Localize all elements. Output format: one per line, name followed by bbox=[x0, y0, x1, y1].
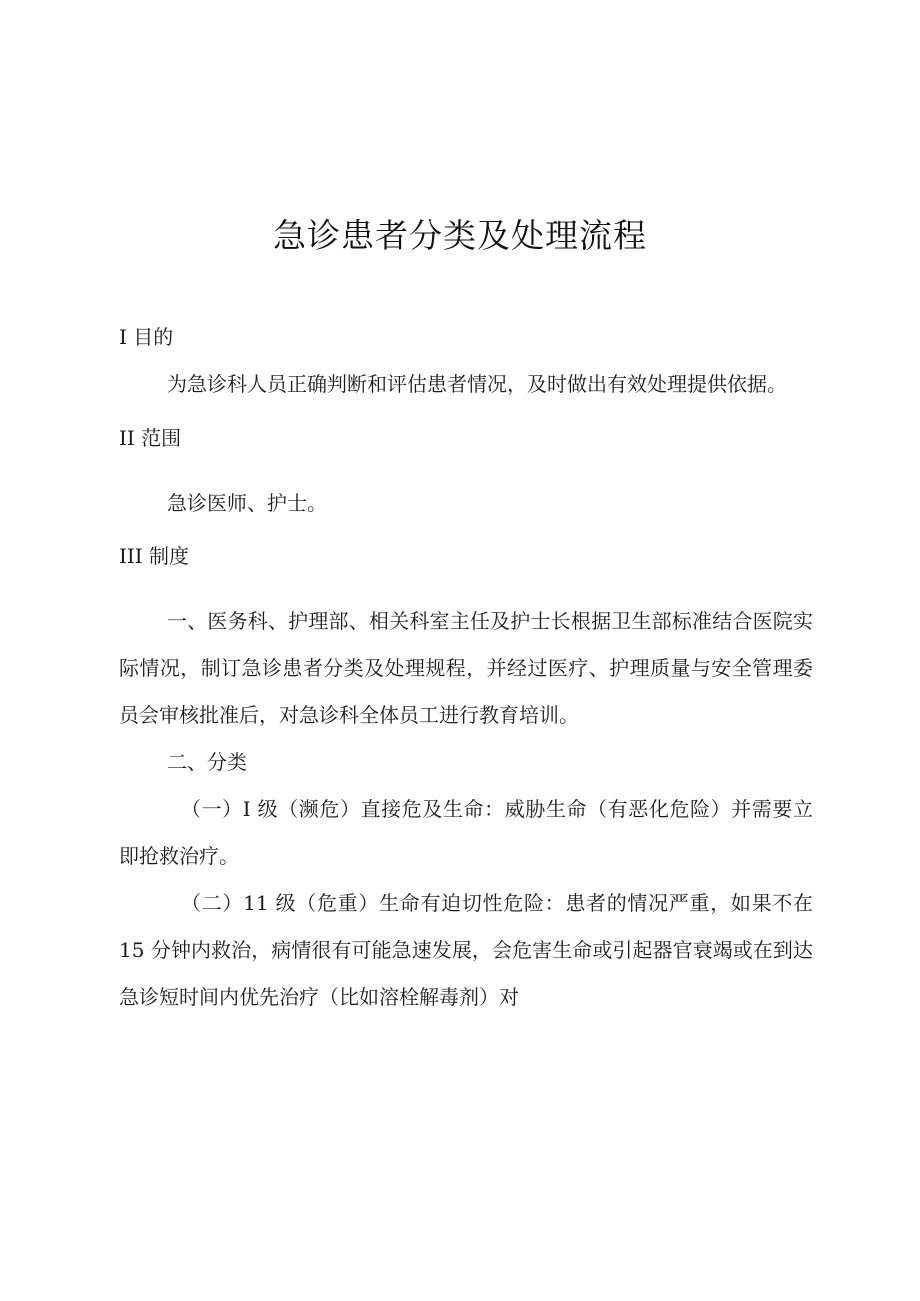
classification-heading: 二、分类 bbox=[167, 750, 247, 774]
classification-level-1: （一）I 级（濒危）直接危及生命：威胁生命（有恶化危险）并需要立即抢救治疗。 bbox=[119, 797, 813, 868]
document-title: 急诊患者分类及处理流程 bbox=[273, 216, 647, 255]
policy-paragraph-1: 一、医务科、护理部、相关科室主任及护士长根据卫生部标准结合医院实际情况，制订急诊患者分类及处理规程，并经过医疗、护理质量与安全管理委员会审核批准后，对急诊科全体员工进行教育培训。 bbox=[119, 609, 813, 727]
section-heading-scope: II 范围 bbox=[119, 426, 182, 450]
section-heading-policy: III 制度 bbox=[119, 544, 190, 568]
scope-paragraph: 急诊医师、护士。 bbox=[167, 491, 327, 515]
section-heading-purpose: I 目的 bbox=[119, 325, 174, 349]
classification-level-2: （二）11 级（危重）生命有迫切性危险：患者的情况严重，如果不在 15 分钟内救治，病情很有可能急速发展，会危害生命或引起器官衰竭或在到达急诊短时间内优先治疗（比如溶栓解毒剂）对 bbox=[119, 891, 813, 1009]
purpose-paragraph: 为急诊科人员正确判断和评估患者情况，及时做出有效处理提供依据。 bbox=[167, 372, 787, 396]
